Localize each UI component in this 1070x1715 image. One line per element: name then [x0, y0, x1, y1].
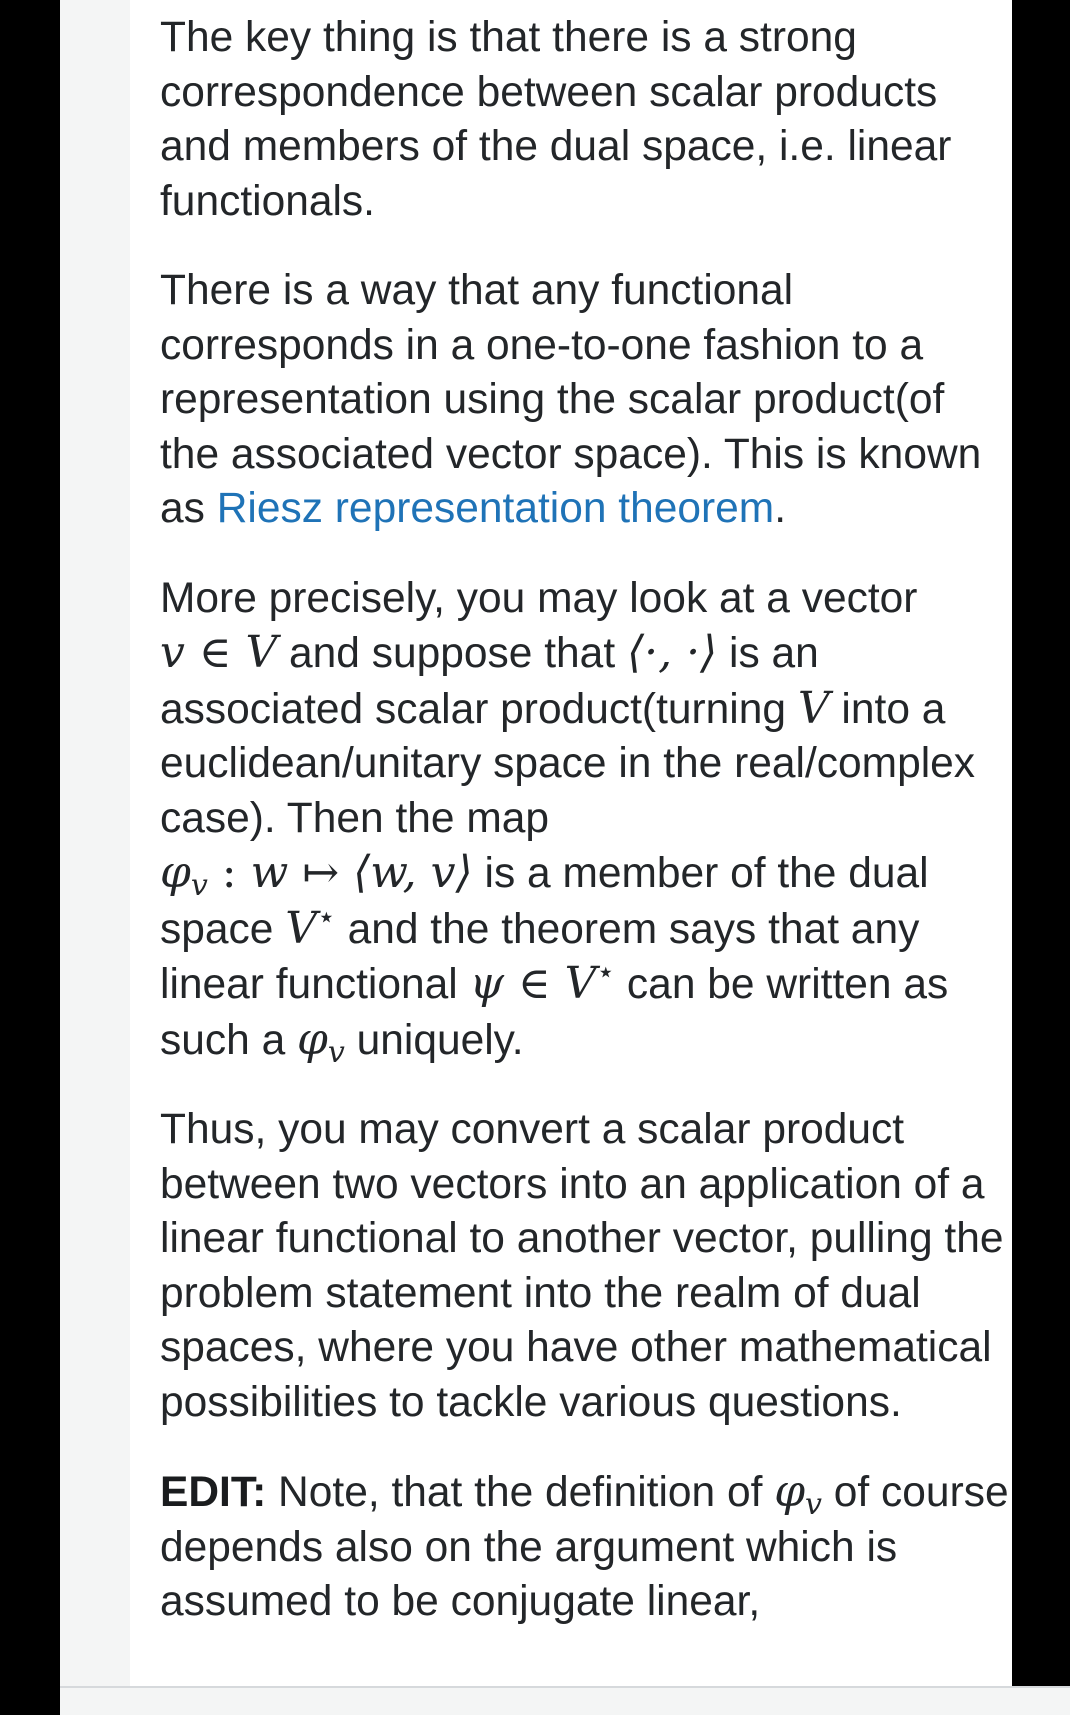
answer-post [130, 0, 1012, 1686]
math-colon: : [207, 847, 251, 898]
math-V-3: V [564, 958, 597, 1009]
math-phi-v [297, 1013, 345, 1070]
math-V: V [245, 627, 278, 678]
math-in-symbol: ∈ [198, 627, 232, 678]
math-V-2: V [797, 682, 830, 734]
math-w: w [250, 847, 289, 898]
paragraph-4: Thus, you may convert a scalar product between two vectors into an application of a linear functional to another vector, pulling the problem statement into the realm of dual spaces, where you have other mathematical possibilities to tackle various questions. [160, 1106, 1004, 1426]
math-v-in-V [160, 627, 277, 678]
math-in-symbol-2: ∈ [504, 958, 565, 1009]
p3-text-4: into a euclidean/unitary space in the real/complex case). Then the map [160, 685, 976, 842]
edit-label: EDIT: [160, 1469, 267, 1516]
p3-text-7: can be written as such a [160, 961, 949, 1064]
math-phi-subscript-2: v [327, 1034, 345, 1070]
math-phi-subscript: v [190, 868, 208, 903]
p3-text-6: and the theorem says that any linear functional [160, 905, 920, 1008]
right-screen-border [1012, 0, 1070, 1686]
paragraph-1: The key thing is that there is a strong correspondence between scalar products and members of the dual space, i.e. linear functionals. [160, 14, 952, 225]
math-V-dual: V [285, 902, 317, 954]
paragraph-5 [160, 1465, 1010, 1630]
math-inner-product: ⟨·, ·⟩ [626, 627, 718, 678]
math-psi: ψ [469, 958, 505, 1009]
math-inner-wv: ⟨w, v⟩ [353, 847, 473, 898]
paragraph-2 [160, 264, 1010, 537]
p3-text-2: and suppose that [277, 630, 627, 677]
p3-text-3: is an associated scalar product(turning [160, 630, 819, 733]
math-phi: φ [160, 847, 191, 898]
paragraph-2-end: . [774, 485, 787, 532]
riesz-theorem-link[interactable]: Riesz representation theorem [216, 485, 775, 532]
math-v: v [160, 627, 185, 678]
math-phi-3: φ [774, 1466, 806, 1517]
math-phi-2: φ [297, 1013, 328, 1065]
p3-text-8: uniquely. [344, 1016, 524, 1064]
p5-text-2: of course depends also on the argument which is assumed to be conjugate linear, [160, 1469, 1009, 1625]
paragraph-3 [160, 572, 1010, 1069]
math-psi-in-dual [469, 955, 616, 1009]
paragraph-2-text: There is a way that any functional corresponds in a one-to-one fashion to a representation using the scalar product(of the associated vector space). This is known as [160, 267, 982, 532]
math-phi-v-edit [774, 1466, 822, 1522]
p3-text-5: is a member of the dual space [160, 850, 929, 953]
math-phi-map [160, 847, 473, 903]
p5-text-1: Note, that the definition of [266, 1469, 775, 1516]
p3-text-1: More precisely, you may look at a vector [160, 574, 918, 622]
left-screen-border [0, 0, 60, 1713]
math-mapsto: ↦ [288, 847, 354, 898]
left-gutter [60, 0, 130, 1686]
bottom-edge-strip [60, 1686, 1070, 1715]
math-star-2: ⋆ [596, 955, 616, 990]
answer-body [160, 11, 1010, 1665]
math-phi-subscript-3: v [805, 1487, 822, 1522]
math-dual-space [285, 899, 336, 954]
math-star: ⋆ [317, 899, 336, 935]
